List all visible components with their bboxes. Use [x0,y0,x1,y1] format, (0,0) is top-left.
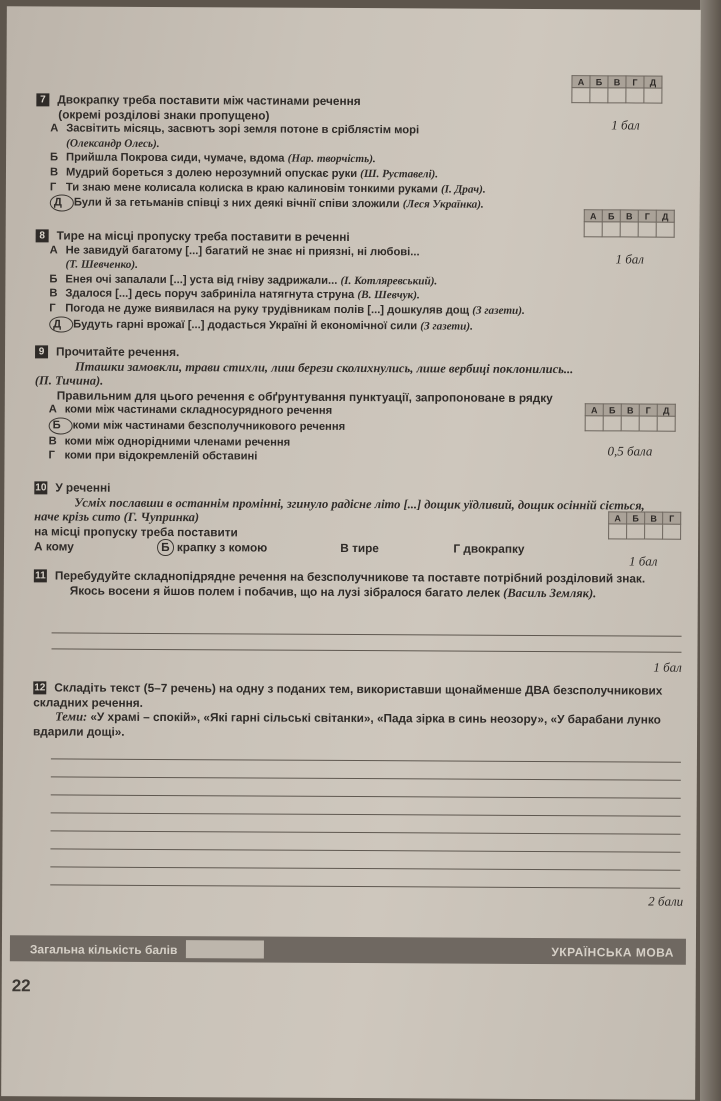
answer-option: Б Енея очі запалали [...] уста від гніву задрижали... (І. Котляревський). [49,273,438,288]
question-title: У реченні [55,480,111,495]
question-7 [36,92,667,214]
question-9 [34,344,665,466]
question-10 [34,480,664,558]
answer-option: А Не завидуй багатому [...] багатий не знає ні приязні, ні любові... (Т. Шевченко). [49,244,420,272]
answer-option-selected: Д Були й за гетьманів співці з них деякі вічнії співи зложили (Леся Українка). [36,195,666,215]
answer-option: А кому [33,539,74,554]
answer-option: Г Ти знаю мене колисала колиска в краю калиновім тонкими руками (І. Драч). [49,180,486,196]
quote-author: (П. Тичина). [34,373,104,388]
question-title: Тире на місці пропуску треба поставити в реченні [56,228,350,244]
answer-option: В тире [340,541,379,556]
answer-option-selected: Б коми між частинами безсполучникового речення [35,417,665,437]
quote-text: Усміх пославши в останнім промінні, згинуло радісне літо [...] дощик уїдливий, дощик осінній сіється, наче крізь сито [34,495,645,524]
answer-option: Г Погода не дуже виявилася на руку трудівникам полів [...] дошкуляв дощ (З газети). [49,302,525,317]
question-number: 10 [35,482,47,494]
answer-line [51,758,681,762]
footer-bar [10,935,686,965]
question-title: Складіть текст (5–7 речень) на одну з поданих тем, використавши щонайменше ДВА безсполучникових складних речення. [33,680,663,710]
question-title: Прочитайте речення. [56,344,180,360]
answer-line [50,866,680,870]
question-title: Перебудуйте складнопідрядне речення на безсполучникове та поставте потрібний розділовий знак. [54,568,646,586]
quote-author: (Г. Чупринка) [123,509,200,525]
question-number: 12 [34,682,46,694]
answer-option: Г коми при відокремленій обставині [48,449,258,463]
question-title: Двокрапку треба поставити між частинами речення [57,92,361,109]
sentence-author: (Василь Земляк). [503,585,597,600]
answer-option: А коми між частинами складносурядного речення [48,403,333,418]
score-label: 1 бал [628,553,658,569]
total-score-label: Загальна кількість балів [29,942,178,958]
question-number: 11 [35,570,46,582]
score-label: 2 бали [648,893,684,909]
question-subtitle: (окремі розділові знаки пропущено) [58,107,270,123]
answer-option: Б Прийшла Покрова сиди, чумаче, вдома (Нар. творчість). [50,151,376,166]
score-label: 1 бал [611,117,640,133]
question-8 [35,228,666,335]
answer-line [51,812,681,816]
answer-grid-q10: А Б В Г [608,511,681,539]
answer-option: В коми між однорідними членами речення [48,434,291,449]
answer-option-selected: Д Будуть гарні врожаї [...] додасться Україні й економічної сили (З газети). [35,316,665,336]
subject-label: УКРАЇНСЬКА МОВА [551,945,674,960]
question-number: 9 [35,345,48,358]
answer-grid-q8: А Б В Г Д [584,209,675,237]
question-12 [33,680,663,742]
sentence-text: Якось восени я йшов полем і побачив, що на лузі зібралося багато лелек [69,583,501,600]
answer-option: Г двокрапку [453,541,525,557]
quote-text: Пташки замовкли, трави стихли, лиш берези сколихнулись, лише вербиці поклонились... [74,359,574,376]
answer-grid-q7: А Б В Г Д [571,75,662,103]
answer-line [50,848,680,852]
themes-label: Теми: [55,709,88,724]
answer-line [51,648,681,652]
answer-option: В Мудрий бореться з долею нерозумний опускає руки (Ш. Руставелі). [49,166,439,181]
themes-text: «У храмі – спокій», «Які гарні сільські світанки», «Пада зірка в синь неозору», «У барабани лунко вдарили дощі». [33,709,661,739]
worksheet-page [1,6,701,1100]
page-edge-shadow [700,0,721,1101]
question-text: на місці пропуску треба поставити [34,524,238,540]
answer-line [50,884,680,888]
answer-line [51,794,681,798]
answer-line [51,776,681,780]
score-label: 0,5 бала [607,443,653,459]
total-score-box [186,940,264,958]
question-number: 7 [36,93,49,106]
page-number: 22 [11,976,31,996]
question-text: Правильним для цього речення є обґрунтування пунктуації, запропоноване в рядку [56,388,553,405]
answer-option-selected: Б крапку з комою [157,539,337,557]
answer-grid-q9: А Б В Г Д [585,403,676,431]
score-label: 1 бал [615,251,645,267]
question-11 [34,568,664,600]
answer-option: А Засвітить місяць, засвютъ зорі земля потоне в сріблястім морі (Олександр Олесь). [50,122,420,150]
question-number: 8 [36,229,49,242]
score-label: 1 бал [653,659,682,675]
answer-line [51,830,681,834]
answer-option: В Здалося [...] десь поруч забриніла натягнута струна (В. Шевчук). [49,287,420,302]
answer-line [52,632,682,636]
